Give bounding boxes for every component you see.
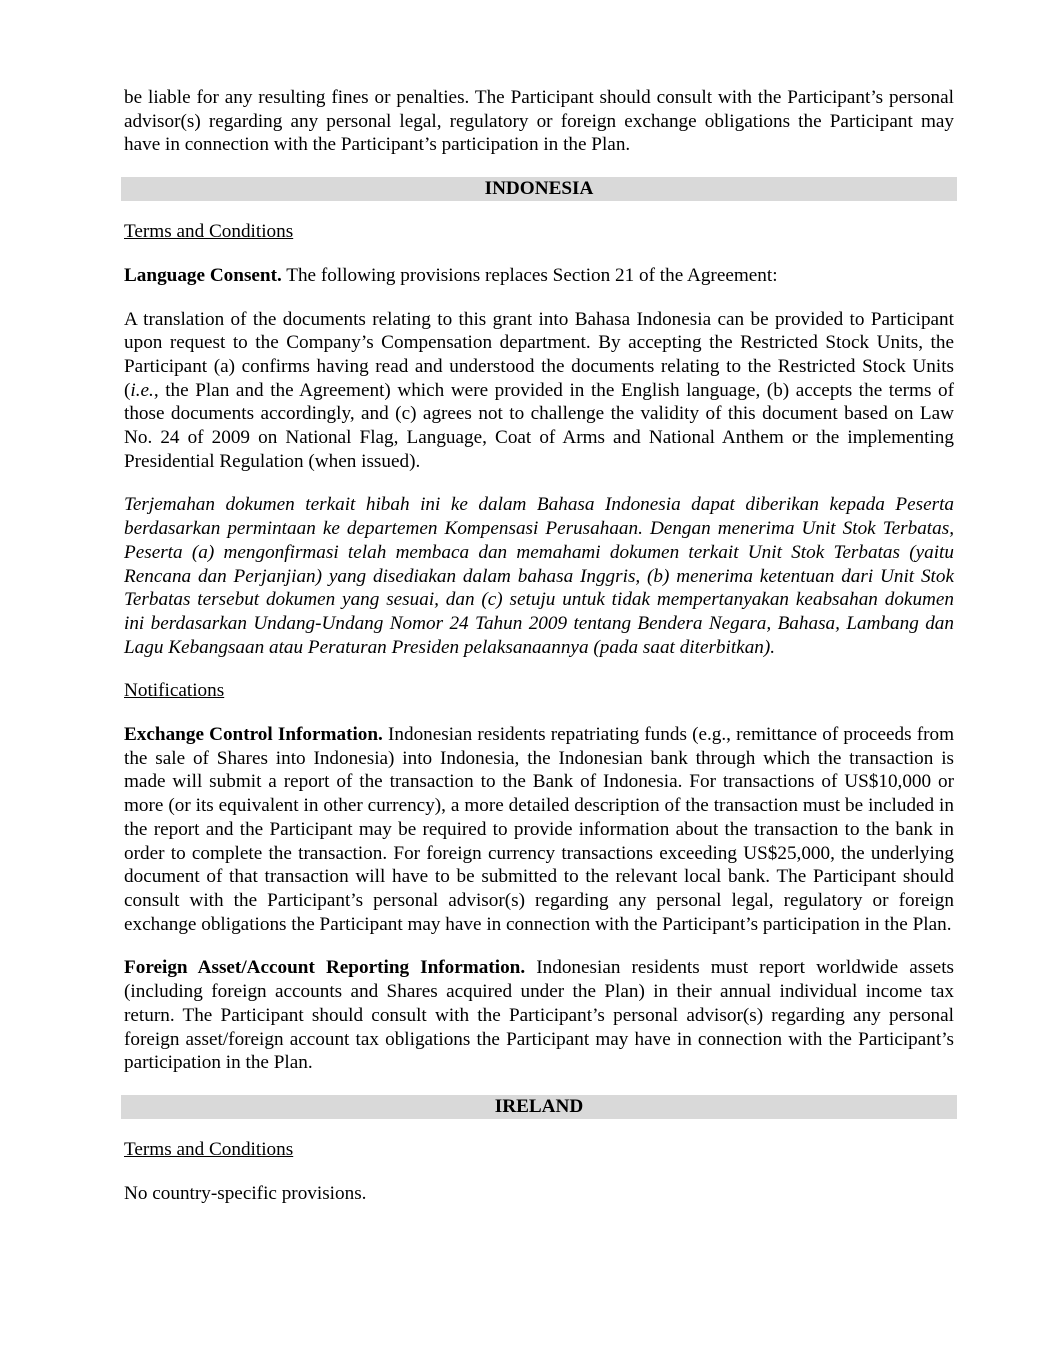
ireland-provisions: No country-specific provisions.: [124, 1182, 367, 1204]
section-heading-indonesia: INDONESIA: [121, 177, 957, 201]
language-consent-intro-text: The following provisions replaces Section 21 of the Agreement:: [281, 264, 778, 286]
foreign-asset-label: Foreign Asset/Account Reporting Information.: [124, 957, 526, 979]
notifications-heading-label: Notifications: [124, 680, 225, 702]
english-text-part2: , the Plan and the Agreement) which were provided in the English language, (b) accepts the terms of those documents accordingly, and (c) agrees not to challenge the validity of this document based on Law No. 24 of 2009 on National Flag, Language, Coat of Arms and National Anthem or the implementing Presidential Regulation (when issued).: [124, 379, 954, 472]
continuation-paragraph: be liable for any resulting fines or penalties. The Participant should consult with the Participant’s personal advisor(s) regarding any personal legal, regulatory or foreign exchange obligations the Participant may have in connection with the Participant’s participation in the Plan.: [124, 87, 954, 156]
language-consent-intro: [124, 264, 954, 288]
exchange-control-paragraph: [124, 723, 954, 936]
terms-heading-label: Terms and Conditions: [124, 221, 294, 243]
foreign-asset-text: Indonesian residents must report worldwide assets (including foreign accounts and Shares acquired under the Plan) in their annual individual income tax return. The Participant should consult with the Participant’s personal advisor(s) regarding any personal foreign asset/foreign account tax obligations the Participant may have in connection with the Participant’s participation in the Plan.: [124, 957, 954, 1074]
english-text-ie: i.e.: [130, 379, 154, 401]
exchange-control-text: Indonesian residents repatriating funds (e.g., remittance of proceeds from the sale of Shares into Indonesia) into Indonesia, the Indonesian bank through which the transaction is made will submit a report of the transaction to the Bank of Indonesia. For transactions of US$10,000 or more (or its equivalent in other currency), a more detailed description of the transaction must be included in the report and the Participant may be required to provide information about the transaction to the bank in order to complete the transaction. For foreign currency transactions exceeding US$25,000, the underlying document of that transaction will have to be submitted to the relevant local bank. The Participant should consult with the Participant’s personal advisor(s) regarding any personal legal, regulatory or foreign exchange obligations the Participant may have in connection with the Participant’s participation in the Plan.: [124, 724, 954, 935]
terms-heading-ireland: [124, 1138, 954, 1162]
terms-heading-ireland-label: Terms and Conditions: [124, 1138, 294, 1160]
terms-heading-indonesia: [124, 220, 954, 244]
foreign-asset-paragraph: [124, 956, 954, 1075]
english-text-part1: A translation of the documents relating to this grant into Bahasa Indonesia can be provided to Participant upon request to the Company’s Compensation department. By accepting the Restricted Stock Units, the Participant (a) confirms having read and understood the documents relating to the Restricted Stock Units (: [124, 308, 954, 401]
exchange-control-label: Exchange Control Information.: [124, 724, 383, 746]
language-consent-bahasa: Terjemahan dokumen terkait hibah ini ke dalam Bahasa Indonesia dapat diberikan kepada Peserta berdasarkan permintaan ke departemen Kompensasi Perusahaan. Dengan menerima Unit Stok Terbatas, Peserta (a) mengonfirmasi telah membaca dan memahami dokumen terkait Unit Stok Terbatas (yaitu Rencana dan Perjanjian) yang disediakan dalam bahasa Inggris, (b) menerima ketentuan dari Unit Stok Terbatas tersebut dokumen yang sesuai, dan (c) setuju untuk tidak mempertanyakan keabsahan dokumen ini berdasarkan Undang-Undang Nomor 24 Tahun 2009 tentang Bendera Negara, Bahasa, Lambang dan Lagu Kebangsaan atau Peraturan Presiden pelaksanaannya (pada saat diterbitkan).: [124, 494, 954, 658]
notifications-heading-indonesia: [124, 679, 954, 703]
language-consent-english: [124, 308, 954, 474]
language-consent-label: Language Consent.: [124, 264, 282, 286]
document-page: [124, 86, 954, 1225]
section-heading-ireland: IRELAND: [121, 1095, 957, 1119]
